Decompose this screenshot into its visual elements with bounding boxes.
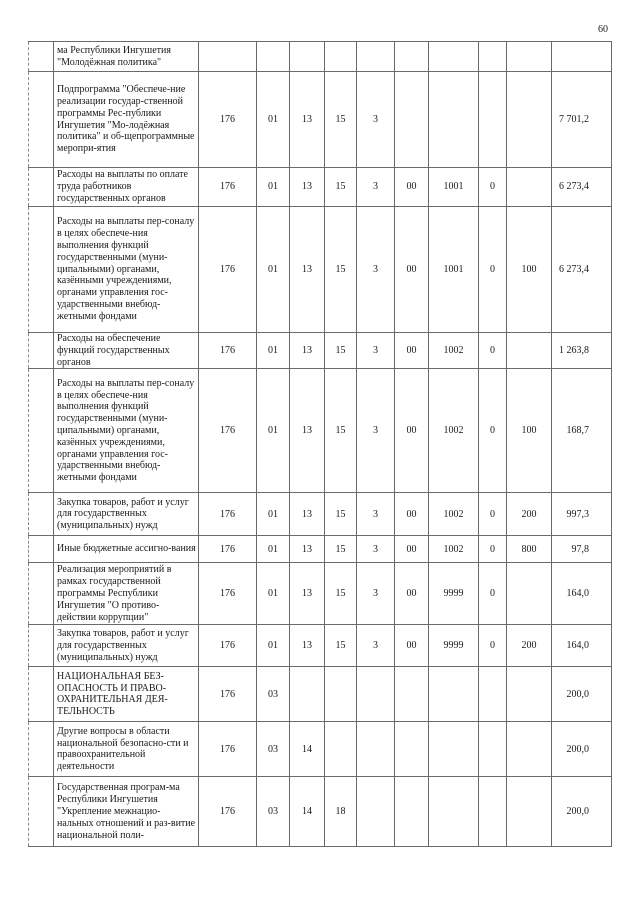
cell-pr — [290, 42, 325, 72]
cell-vr: 100 — [507, 207, 552, 333]
cell-csr-3: 00 — [395, 536, 429, 563]
cell-gr: 176 — [199, 536, 257, 563]
cell-csr-1: 15 — [325, 168, 357, 207]
cell-csr-2: 3 — [357, 369, 395, 493]
cell-sum: 97,8 — [552, 536, 612, 563]
cell-vr — [507, 333, 552, 369]
cell-csr-5: 0 — [479, 625, 507, 667]
cell-csr-3: 00 — [395, 625, 429, 667]
row-name: Другие вопросы в области национальной безопасно-сти и правоохранительной деятельности — [57, 725, 189, 773]
cell-vr: 100 — [507, 369, 552, 493]
cell-vr — [507, 563, 552, 625]
table-row — [29, 667, 612, 722]
table-row — [29, 207, 612, 333]
cell-csr-4 — [429, 667, 479, 722]
row-gutter — [29, 333, 54, 369]
cell-sum: 200,0 — [552, 722, 612, 777]
cell-csr-2: 3 — [357, 493, 395, 536]
cell-pr — [290, 667, 325, 722]
cell-pr: 13 — [290, 369, 325, 493]
row-gutter — [29, 42, 54, 72]
page-number: 60 — [598, 24, 608, 35]
cell-csr-2 — [357, 667, 395, 722]
cell-csr-1 — [325, 722, 357, 777]
cell-gr: 176 — [199, 369, 257, 493]
cell-csr-3 — [395, 72, 429, 168]
cell-csr-2: 3 — [357, 168, 395, 207]
table-row — [29, 333, 612, 369]
cell-rz: 01 — [257, 536, 290, 563]
cell-rz: 03 — [257, 667, 290, 722]
cell-sum: 168,7 — [552, 369, 612, 493]
cell-sum: 6 273,4 — [552, 168, 612, 207]
cell-sum: 164,0 — [552, 563, 612, 625]
row-name: Реализация мероприятий в рамках государственной программы Республики Ингушетия "О противо-действии коррупции" — [57, 564, 172, 623]
cell-csr-4: 1002 — [429, 536, 479, 563]
cell-csr-3 — [395, 667, 429, 722]
cell-pr: 14 — [290, 722, 325, 777]
cell-csr-2: 3 — [357, 72, 395, 168]
row-name: Расходы на выплаты пер-соналу в целях обеспече-ния выполнения функций государственными (муни-ципальными) органами, казённых учреждениями, органами управления гос-ударственными внебюд-жетными фондами — [57, 377, 195, 484]
table-row — [29, 536, 612, 563]
row-gutter — [29, 207, 54, 333]
cell-rz: 03 — [257, 722, 290, 777]
cell-vr — [507, 72, 552, 168]
table-row — [29, 625, 612, 667]
cell-csr-3: 00 — [395, 333, 429, 369]
row-gutter — [29, 563, 54, 625]
cell-csr-4 — [429, 722, 479, 777]
cell-csr-5: 0 — [479, 536, 507, 563]
cell-csr-1: 15 — [325, 536, 357, 563]
table-row — [29, 168, 612, 207]
cell-csr-3 — [395, 722, 429, 777]
cell-sum: 200,0 — [552, 777, 612, 847]
row-name: Подпрограмма "Обеспече-ние реализации государ-ственной программы Рес-публики Ингушетия "Мо-лодёжная политика" и об-щепрограммные меропри-ятия — [57, 84, 195, 155]
cell-csr-1: 18 — [325, 777, 357, 847]
cell-gr: 176 — [199, 168, 257, 207]
cell-pr: 13 — [290, 207, 325, 333]
cell-csr-5 — [479, 777, 507, 847]
cell-csr-5 — [479, 72, 507, 168]
row-gutter — [29, 667, 54, 722]
cell-csr-5: 0 — [479, 369, 507, 493]
cell-pr: 13 — [290, 625, 325, 667]
cell-csr-1 — [325, 667, 357, 722]
cell-csr-2: 3 — [357, 333, 395, 369]
cell-csr-1: 15 — [325, 207, 357, 333]
cell-sum: 6 273,4 — [552, 207, 612, 333]
cell-csr-1: 15 — [325, 493, 357, 536]
cell-csr-2: 3 — [357, 625, 395, 667]
cell-pr: 13 — [290, 536, 325, 563]
cell-sum: 7 701,2 — [552, 72, 612, 168]
cell-csr-4: 1001 — [429, 168, 479, 207]
cell-rz: 01 — [257, 72, 290, 168]
table-row — [29, 369, 612, 493]
cell-vr — [507, 42, 552, 72]
cell-csr-2: 3 — [357, 563, 395, 625]
cell-vr: 200 — [507, 625, 552, 667]
cell-csr-5: 0 — [479, 563, 507, 625]
cell-rz — [257, 42, 290, 72]
cell-csr-3: 00 — [395, 207, 429, 333]
cell-csr-5: 0 — [479, 207, 507, 333]
table-row — [29, 563, 612, 625]
row-name: Расходы на выплаты пер-соналу в целях обеспече-ния выполнения функций государственными (муни-ципальными) органами, казёнными учреждениями, органами управления гос-ударственными внебюд-жетными фондами — [57, 216, 195, 322]
cell-rz: 01 — [257, 168, 290, 207]
cell-gr: 176 — [199, 625, 257, 667]
cell-csr-5: 0 — [479, 333, 507, 369]
cell-rz: 01 — [257, 333, 290, 369]
cell-rz: 03 — [257, 777, 290, 847]
cell-pr: 13 — [290, 493, 325, 536]
cell-sum: 1 263,8 — [552, 333, 612, 369]
cell-csr-1: 15 — [325, 369, 357, 493]
cell-pr: 13 — [290, 168, 325, 207]
cell-csr-5 — [479, 722, 507, 777]
table-row — [29, 72, 612, 168]
row-name: Государственная програм-ма Республики Ингушетия "Укрепление межнацио-нальных отношений и раз-витие национальной поли- — [57, 782, 196, 841]
row-gutter — [29, 72, 54, 168]
cell-csr-2: 3 — [357, 207, 395, 333]
cell-rz: 01 — [257, 207, 290, 333]
table-row — [29, 777, 612, 847]
cell-csr-1: 15 — [325, 625, 357, 667]
cell-csr-4: 1002 — [429, 333, 479, 369]
row-gutter — [29, 536, 54, 563]
cell-gr: 176 — [199, 722, 257, 777]
cell-csr-4: 9999 — [429, 625, 479, 667]
cell-vr — [507, 168, 552, 207]
cell-sum: 164,0 — [552, 625, 612, 667]
cell-gr: 176 — [199, 667, 257, 722]
cell-csr-3 — [395, 42, 429, 72]
cell-csr-1: 15 — [325, 72, 357, 168]
cell-rz: 01 — [257, 369, 290, 493]
cell-csr-2 — [357, 42, 395, 72]
cell-pr: 13 — [290, 563, 325, 625]
table-row — [29, 493, 612, 536]
row-gutter — [29, 625, 54, 667]
table-row — [29, 42, 612, 72]
cell-vr — [507, 777, 552, 847]
row-name: Расходы на выплаты по оплате труда работников государственных органов — [57, 169, 188, 204]
cell-vr — [507, 722, 552, 777]
row-name: Закупка товаров, работ и услуг для государственных (муниципальных) нужд — [57, 496, 189, 532]
cell-csr-4 — [429, 777, 479, 847]
cell-csr-2: 3 — [357, 536, 395, 563]
cell-rz: 01 — [257, 563, 290, 625]
cell-csr-4 — [429, 72, 479, 168]
cell-vr: 800 — [507, 536, 552, 563]
row-gutter — [29, 168, 54, 207]
row-name: Закупка товаров, работ и услуг для государственных (муниципальных) нужд — [57, 628, 189, 663]
cell-csr-1: 15 — [325, 333, 357, 369]
cell-csr-4: 9999 — [429, 563, 479, 625]
cell-csr-3 — [395, 777, 429, 847]
cell-gr: 176 — [199, 777, 257, 847]
cell-vr — [507, 667, 552, 722]
row-gutter — [29, 369, 54, 493]
cell-csr-4: 1001 — [429, 207, 479, 333]
cell-csr-3: 00 — [395, 369, 429, 493]
cell-csr-3: 00 — [395, 563, 429, 625]
row-name: НАЦИОНАЛЬНАЯ БЕЗ-ОПАСНОСТЬ И ПРАВО-ОХРАНИТЕЛЬНАЯ ДЕЯ-ТЕЛЬНОСТЬ — [57, 670, 168, 718]
cell-sum: 997,3 — [552, 493, 612, 536]
cell-csr-4: 1002 — [429, 369, 479, 493]
cell-gr: 176 — [199, 563, 257, 625]
cell-csr-5 — [479, 667, 507, 722]
cell-csr-4 — [429, 42, 479, 72]
cell-csr-2 — [357, 777, 395, 847]
cell-gr — [199, 42, 257, 72]
cell-gr: 176 — [199, 207, 257, 333]
cell-sum — [552, 42, 612, 72]
cell-vr: 200 — [507, 493, 552, 536]
table-row — [29, 722, 612, 777]
cell-pr: 13 — [290, 72, 325, 168]
cell-rz: 01 — [257, 493, 290, 536]
cell-csr-3: 00 — [395, 493, 429, 536]
cell-sum: 200,0 — [552, 667, 612, 722]
cell-csr-5: 0 — [479, 493, 507, 536]
cell-csr-5: 0 — [479, 168, 507, 207]
row-name: Расходы на обеспечение функций государственных органов — [57, 333, 170, 368]
cell-csr-2 — [357, 722, 395, 777]
cell-rz: 01 — [257, 625, 290, 667]
cell-gr: 176 — [199, 333, 257, 369]
row-name: Иные бюджетные ассигно-вания — [57, 543, 196, 555]
cell-pr: 13 — [290, 333, 325, 369]
cell-gr: 176 — [199, 72, 257, 168]
cell-pr: 14 — [290, 777, 325, 847]
row-gutter — [29, 493, 54, 536]
budget-table — [28, 41, 612, 847]
row-gutter — [29, 722, 54, 777]
cell-csr-5 — [479, 42, 507, 72]
row-gutter — [29, 777, 54, 847]
row-name: ма Республики Ингушетия "Молодёжная политика" — [57, 44, 171, 68]
cell-csr-1 — [325, 42, 357, 72]
cell-csr-4: 1002 — [429, 493, 479, 536]
cell-csr-1: 15 — [325, 563, 357, 625]
cell-csr-3: 00 — [395, 168, 429, 207]
cell-gr: 176 — [199, 493, 257, 536]
